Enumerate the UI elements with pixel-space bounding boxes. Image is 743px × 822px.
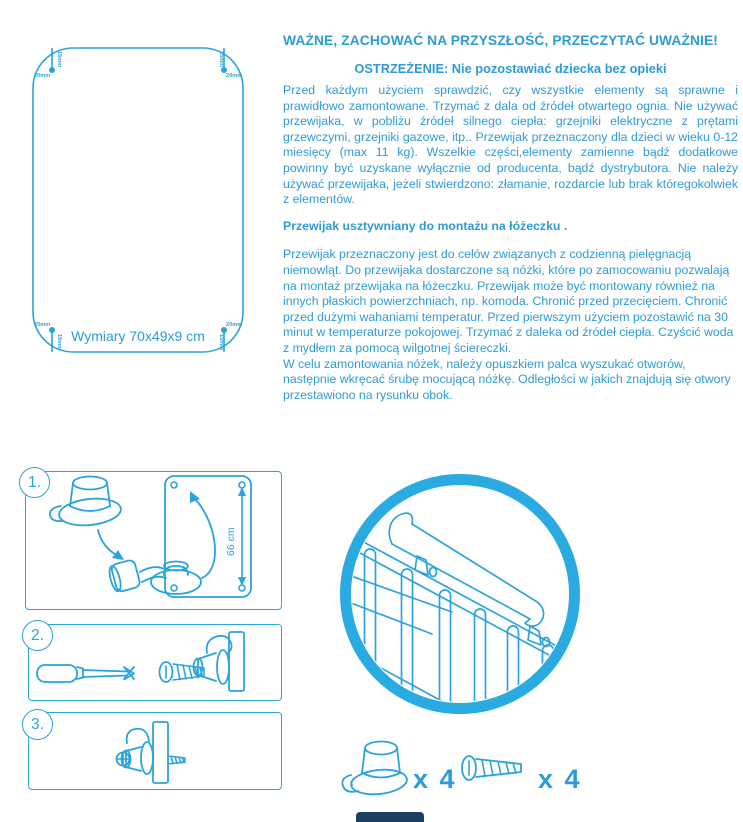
safety-paragraph: Przed każdym użyciem sprawdzić, czy wszystkie elementy są sprawne i prawidłowo zamontowane. Trzymać z dala od źródeł otwartego ognia. Nie używać przewijaka, w pobliżu źródeł silnego ciepła: grzejniki elektryczne z prętami grzewczymi, grzejniki gazowe, itp.. Przewijak przeznaczony dla dzieci w wieku 0-12 miesięcy (max 11 kg). Wszelkie części,elementy zamienne bądź dodatkowe powinny być uzyskane wyłącznie od producenta, bądź dystrybutora. Nie należy używać przewijaka, jeżeli stwierdzono: złamanie, rozdarcie lub brak któregokolwiek z elementów. — [283, 83, 738, 207]
step-2-badge: 2. — [22, 620, 53, 651]
usage-paragraph: Przewijak przeznaczony jest do celów związanych z codzienną pielęgnacją niemowląt. Do przewijaka dostarczone są nóżki, które po zamocowaniu pozwalają na montaż przewijaka na łóżeczku. Przewijak może być montowany również na innych płaskich powierzchniach, np. komoda. Chronić przed przecięciem. Chronić przed dużymi wahaniami temperatur. Przed pierwszym użyciem pozostawić na 30 minut w temperaturze pokojowej. Trzymać z daleka od źródeł ciepła. Czyścić woda z mydłem za pomocą wilgotnej ściereczki. — [283, 247, 734, 355]
height-arrow — [238, 487, 246, 586]
mounting-paragraph: W celu zamontowania nóżek, należy opuszkiem palca wyszukać otworów, następnie wkręcać śrubę mocującą nóżkę. Odległości w jakich znajdują się otwory przestawiono na rysunku obok. — [283, 356, 731, 402]
mat-size-label: Wymiary 70x49x9 cm — [71, 328, 205, 344]
mat-dimension-label: 15mm — [56, 51, 62, 68]
mat-dimension-label: 20mm — [226, 73, 243, 79]
height-label: 66 cm — [225, 527, 237, 556]
mat-outline — [33, 48, 243, 352]
mat-dimension-label: 15mm — [218, 51, 224, 68]
mat-dimension-label: 20mm — [34, 322, 51, 328]
arrow-icon — [98, 530, 124, 560]
step-1-box — [25, 471, 282, 610]
mat-dimension-label: 15mm — [56, 334, 62, 351]
mounted-foot-icon — [117, 722, 186, 783]
mat-dimension-label: 15mm — [218, 334, 224, 351]
step-2-illustration — [27, 623, 281, 700]
foot-part-icon — [50, 477, 122, 529]
arrow-icon — [190, 491, 215, 578]
step-3-badge: 3. — [22, 709, 53, 740]
panel-hole — [171, 585, 177, 591]
warning-title: WAŻNE, ZACHOWAĆ NA PRZYSZŁOŚĆ, PRZECZYTAĆ UWAŻNIE! — [283, 33, 718, 48]
step-1-illustration — [24, 470, 281, 609]
mounting-panel — [165, 476, 251, 597]
mat-dimension-label: 20mm — [226, 322, 243, 328]
screw-part-icon — [462, 756, 521, 780]
parts-list — [335, 735, 600, 815]
crib-detail-circle — [334, 468, 586, 720]
warning-subtitle: OSTRZEŻENIE: Nie pozostawiać dziecka bez opieki — [354, 61, 667, 76]
warning-text-block — [283, 33, 738, 403]
screwdriver-icon — [37, 665, 134, 682]
foot-on-panel-icon — [194, 632, 245, 691]
panel-hole — [171, 482, 177, 488]
foot-side-icon — [107, 559, 201, 594]
bottom-bar — [356, 812, 424, 822]
mat-dimension-label: 20mm — [34, 73, 51, 79]
mount-note: Przewijak usztywniany do montażu na łóżeczku . — [283, 218, 568, 233]
corner-dimension-annotation — [218, 322, 242, 352]
step-3-box — [28, 712, 282, 790]
mat-dimensions-diagram — [20, 42, 265, 358]
step-3-illustration — [27, 711, 281, 789]
step-2-box — [28, 624, 282, 701]
screw-quantity-label: x 4 — [538, 764, 582, 794]
corner-dimension-annotation — [34, 322, 62, 352]
step-1-badge: 1. — [19, 467, 50, 498]
corner-dimension-annotation — [218, 49, 242, 80]
foot-part-icon — [342, 742, 408, 797]
foot-quantity-label: x 4 — [413, 764, 457, 794]
corner-dimension-annotation — [34, 49, 62, 80]
